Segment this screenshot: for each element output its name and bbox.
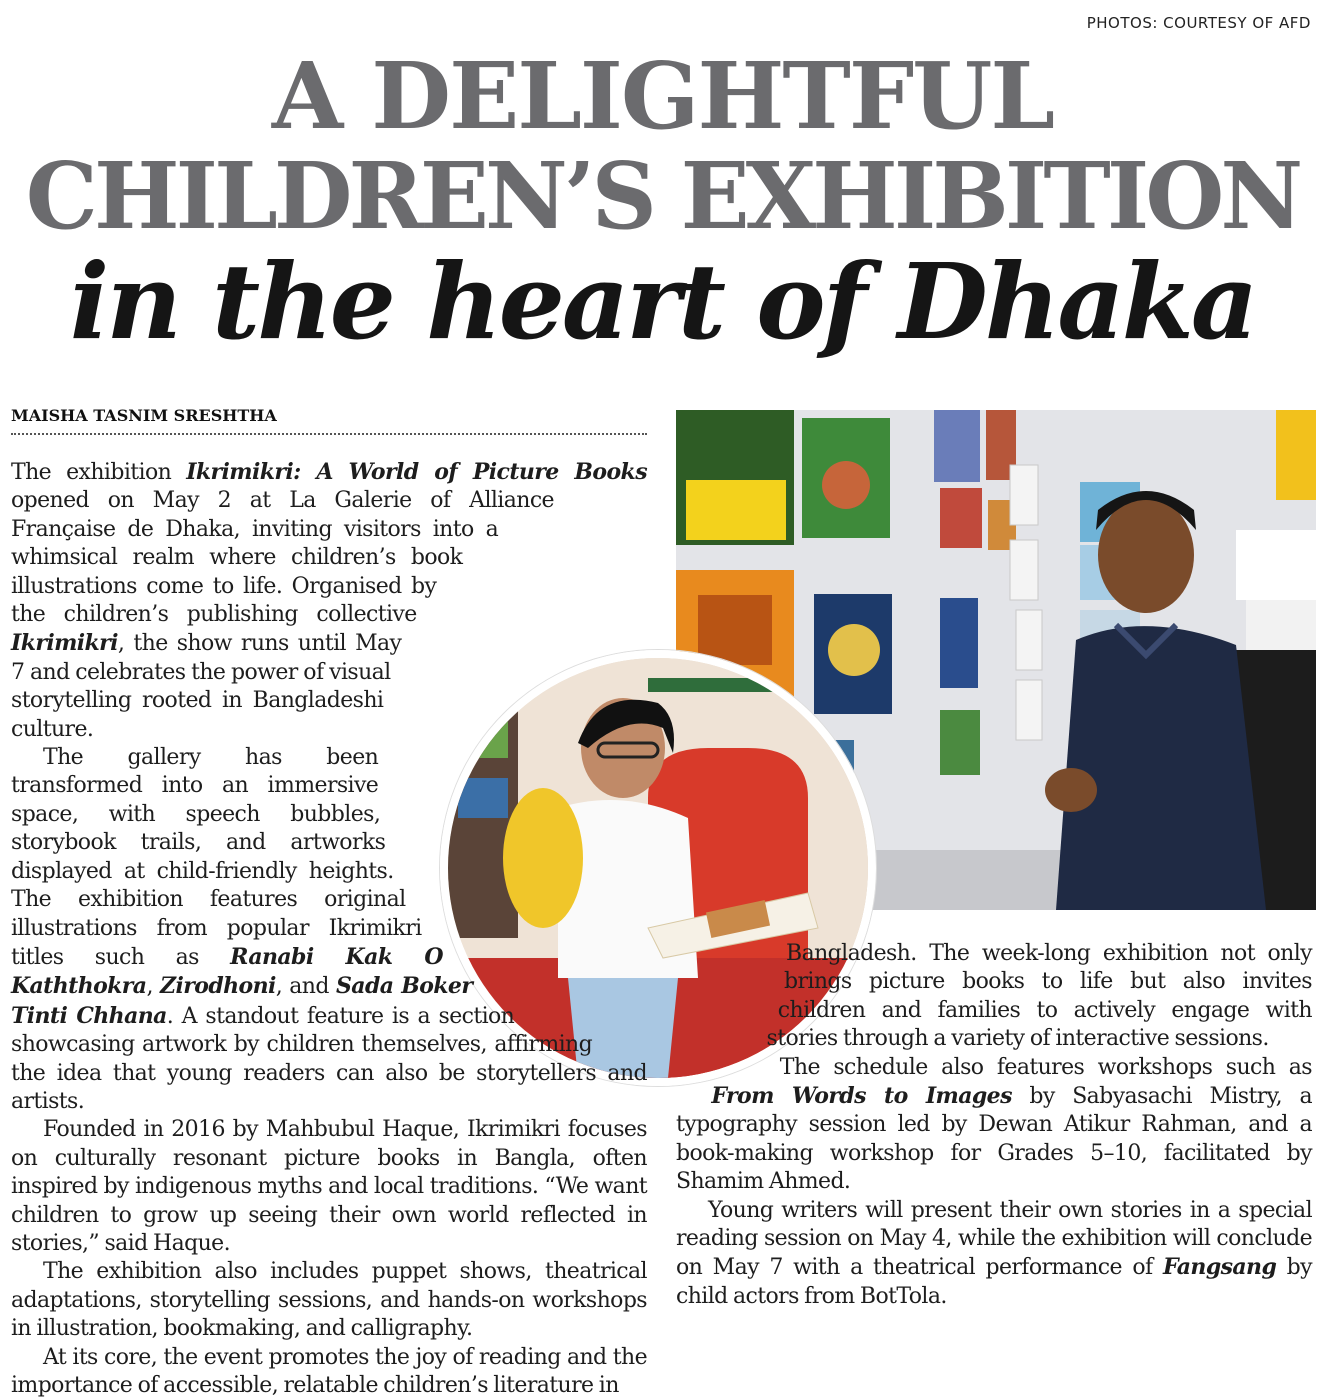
headline-line-3: in the heart of Dhaka — [69, 240, 1256, 363]
paragraph: Founded in 2016 by Mahbubul Haque, Ikrimikri focuses on culturally resonant picture books in Bangla, often inspired by indigenous myths and local traditions. “We want children to grow up seeing their own world reflected in stories,” said Haque. — [11, 1117, 647, 1256]
boy-hands — [1045, 768, 1097, 812]
sketch-frame — [1016, 610, 1042, 670]
byline: MAISHA TASNIM SRESHTHA — [11, 406, 647, 435]
paragraph: Bangladesh. The week-long exhibition not only brings picture books to life but also invites children and families to actively engage with stories through a variety of interactive sessions. — [766, 941, 1312, 1052]
artwork-detail — [828, 624, 880, 676]
sketch-frame — [1010, 465, 1038, 525]
paragraph: The exhibition Ikrimikri: A World of Picture Books opened on May 2 at La Galerie of Alliance Française de Dhaka, inviting visitors into a whimsical realm where children’s book illustrations come to life. Organised by the children’s publishing collective Ikrimikri, the show runs until May 7 and celebrates the power of visual storytelling rooted in Bangladeshi culture. — [11, 459, 647, 742]
paragraph: The schedule also features workshops such as From Words to Images by Sabyasachi Mistry, a typography session led by Dewan Atikur Rahman, and a book-making workshop for Grades 5–10, facilitated by Shamim Ahmed. — [676, 1054, 1312, 1195]
sketch-frame — [1010, 540, 1038, 600]
artwork-frame — [940, 710, 980, 775]
green-shelf — [648, 678, 788, 692]
artwork-detail — [822, 461, 870, 509]
article-column-left — [11, 458, 647, 1400]
article-column-right — [676, 940, 1312, 1311]
paragraph: The exhibition also includes puppet shows, theatrical adaptations, storytelling sessions, and hands-on workshops in illustration, bookmaking, and calligraphy. — [11, 1259, 647, 1342]
book-title: Sada Boker Tinti Chhana — [11, 973, 473, 1029]
book-title: Zirodhoni — [160, 973, 276, 1000]
sketch-frame — [1016, 680, 1042, 740]
publisher-name: Ikrimikri — [11, 630, 118, 657]
artwork-frame — [940, 488, 982, 548]
workshop-title: From Words to Images — [711, 1083, 1012, 1110]
paragraph: The gallery has been transformed into an immersive space, with speech bubbles, storybook trails, and artworks displayed at child-friendly heights. The exhibition features original illustrations from popular Ikrimikri titles such as Ranabi Kak O Kaththokra, Zirodhoni, and Sada Boker Tinti Chhana. A standout feature is a section showcasing artwork by children themselves, affirming the idea that young readers can also be storytellers and artists. — [11, 745, 647, 1114]
photo-credit: PHOTOS: COURTESY OF AFD — [1086, 14, 1311, 32]
yellow-panel — [1276, 410, 1316, 500]
sketch-frame — [1236, 530, 1316, 600]
paragraph: At its core, the event promotes the joy of reading and the importance of accessible, relatable children’s literature in — [11, 1344, 647, 1398]
artwork-frame — [934, 410, 980, 482]
artwork-frame — [686, 480, 786, 540]
book-title: Ikrimikri: A World of Picture Books — [186, 459, 647, 485]
headline-line-2: CHILDREN’S EXHIBITION — [25, 142, 1300, 250]
boy-shirt — [1056, 626, 1266, 910]
performance-title: Fangsang — [1162, 1254, 1277, 1281]
boy-head — [1098, 497, 1194, 613]
artwork-frame — [940, 598, 978, 688]
book-title: Ranabi Kak O Kaththokra — [11, 943, 443, 1000]
headline-line-1: A DELIGHTFUL — [271, 42, 1054, 150]
artwork-frame — [698, 595, 772, 665]
paragraph: Young writers will present their own stories in a special reading session on May 4, while the exhibition will conclude on May 7 with a theatrical performance of Fangsang by child actors from BotTola. — [676, 1197, 1312, 1309]
headline — [0, 42, 1325, 363]
